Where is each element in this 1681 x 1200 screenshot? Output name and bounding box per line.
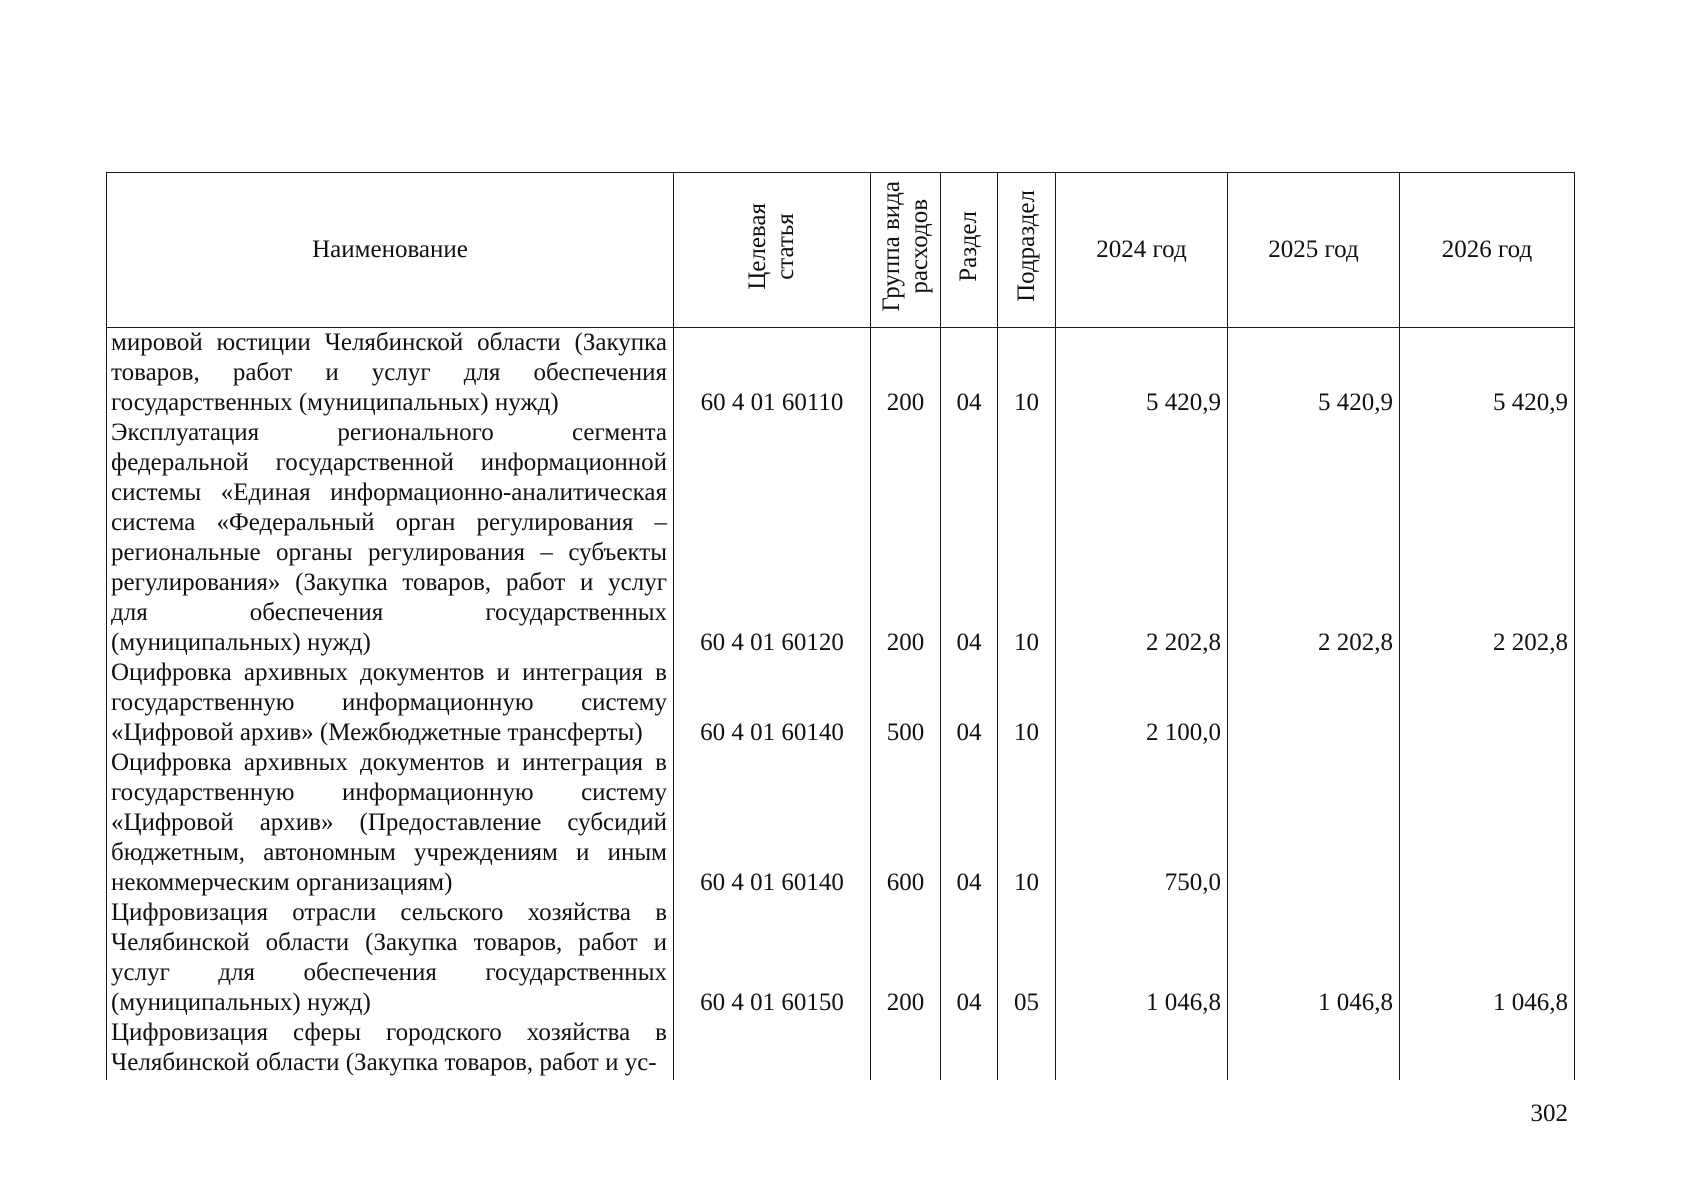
row-2026: 2 202,8 [1400,418,1575,658]
header-target: Целевая статья [674,173,871,328]
row-group: 200 [871,898,941,1018]
row-2025: 5 420,9 [1228,328,1400,419]
page-number: 302 [1530,1100,1568,1127]
row-name: Оцифровка архивных документов и интеграция в государственную информационную систему «Цифровой архив» (Предоставление субсидий бюджетным, автономным учреждениям и иным некоммерческим организациям) [107,748,674,898]
row-target: 60 4 01 60120 [674,418,871,658]
row-group: 500 [871,658,941,748]
table-row [107,1018,1575,1080]
header-2025: 2025 год [1228,173,1400,328]
table-row [107,748,1575,898]
header-2026: 2026 год [1400,173,1575,328]
header-name: Наименование [107,173,674,328]
row-target: 60 4 01 60140 [674,748,871,898]
row-section: 04 [941,328,998,419]
row-name: мировой юстиции Челябинской области (Закупка товаров, работ и услуг для обеспечения государственных (муниципальных) нужд) [107,328,674,419]
row-2025 [1228,1018,1400,1080]
row-2026 [1400,658,1575,748]
row-target [674,1018,871,1080]
budget-table [106,172,1575,1080]
row-2025 [1228,658,1400,748]
row-subsection: 05 [998,898,1056,1018]
row-target: 60 4 01 60140 [674,658,871,748]
table-row [107,898,1575,1018]
row-section: 04 [941,748,998,898]
row-subsection: 10 [998,418,1056,658]
row-group: 200 [871,418,941,658]
table-row [107,658,1575,748]
row-2024: 750,0 [1056,748,1228,898]
row-subsection: 10 [998,748,1056,898]
row-2026: 5 420,9 [1400,328,1575,419]
header-section: Раздел [941,173,998,328]
row-2024: 1 046,8 [1056,898,1228,1018]
row-2026 [1400,1018,1575,1080]
row-subsection: 10 [998,658,1056,748]
row-section: 04 [941,898,998,1018]
row-group: 200 [871,328,941,419]
row-2024: 2 100,0 [1056,658,1228,748]
header-group: Группа вида расходов [871,173,941,328]
header-row [107,173,1575,328]
row-section: 04 [941,658,998,748]
row-subsection [998,1018,1056,1080]
row-name: Цифровизация отрасли сельского хозяйства в Челябинской области (Закупка товаров, работ и услуг для обеспечения государственных (муниципальных) нужд) [107,898,674,1018]
row-2024 [1056,1018,1228,1080]
row-target: 60 4 01 60150 [674,898,871,1018]
table-row [107,418,1575,658]
header-2024: 2024 год [1056,173,1228,328]
header-subsection: Подраздел [998,173,1056,328]
row-name: Оцифровка архивных документов и интеграция в государственную информационную систему «Цифровой архив» (Межбюджетные трансферты) [107,658,674,748]
row-2025 [1228,748,1400,898]
row-group: 600 [871,748,941,898]
row-group [871,1018,941,1080]
row-2024: 5 420,9 [1056,328,1228,419]
row-name: Цифровизация сферы городского хозяйства в Челябинской области (Закупка товаров, работ и ус- [107,1018,674,1080]
row-section [941,1018,998,1080]
row-subsection: 10 [998,328,1056,419]
row-section: 04 [941,418,998,658]
row-2026: 1 046,8 [1400,898,1575,1018]
row-2024: 2 202,8 [1056,418,1228,658]
row-2026 [1400,748,1575,898]
row-target: 60 4 01 60110 [674,328,871,419]
row-2025: 2 202,8 [1228,418,1400,658]
row-2025: 1 046,8 [1228,898,1400,1018]
row-name: Эксплуатация регионального сегмента федеральной государственной информационной системы «Единая информационно-аналитическая система «Федеральный орган регулирования – региональные органы регулирования – субъекты регулирования» (Закупка товаров, работ и услуг для обеспечения государственных (муниципальных) нужд) [107,418,674,658]
table-row [107,328,1575,419]
